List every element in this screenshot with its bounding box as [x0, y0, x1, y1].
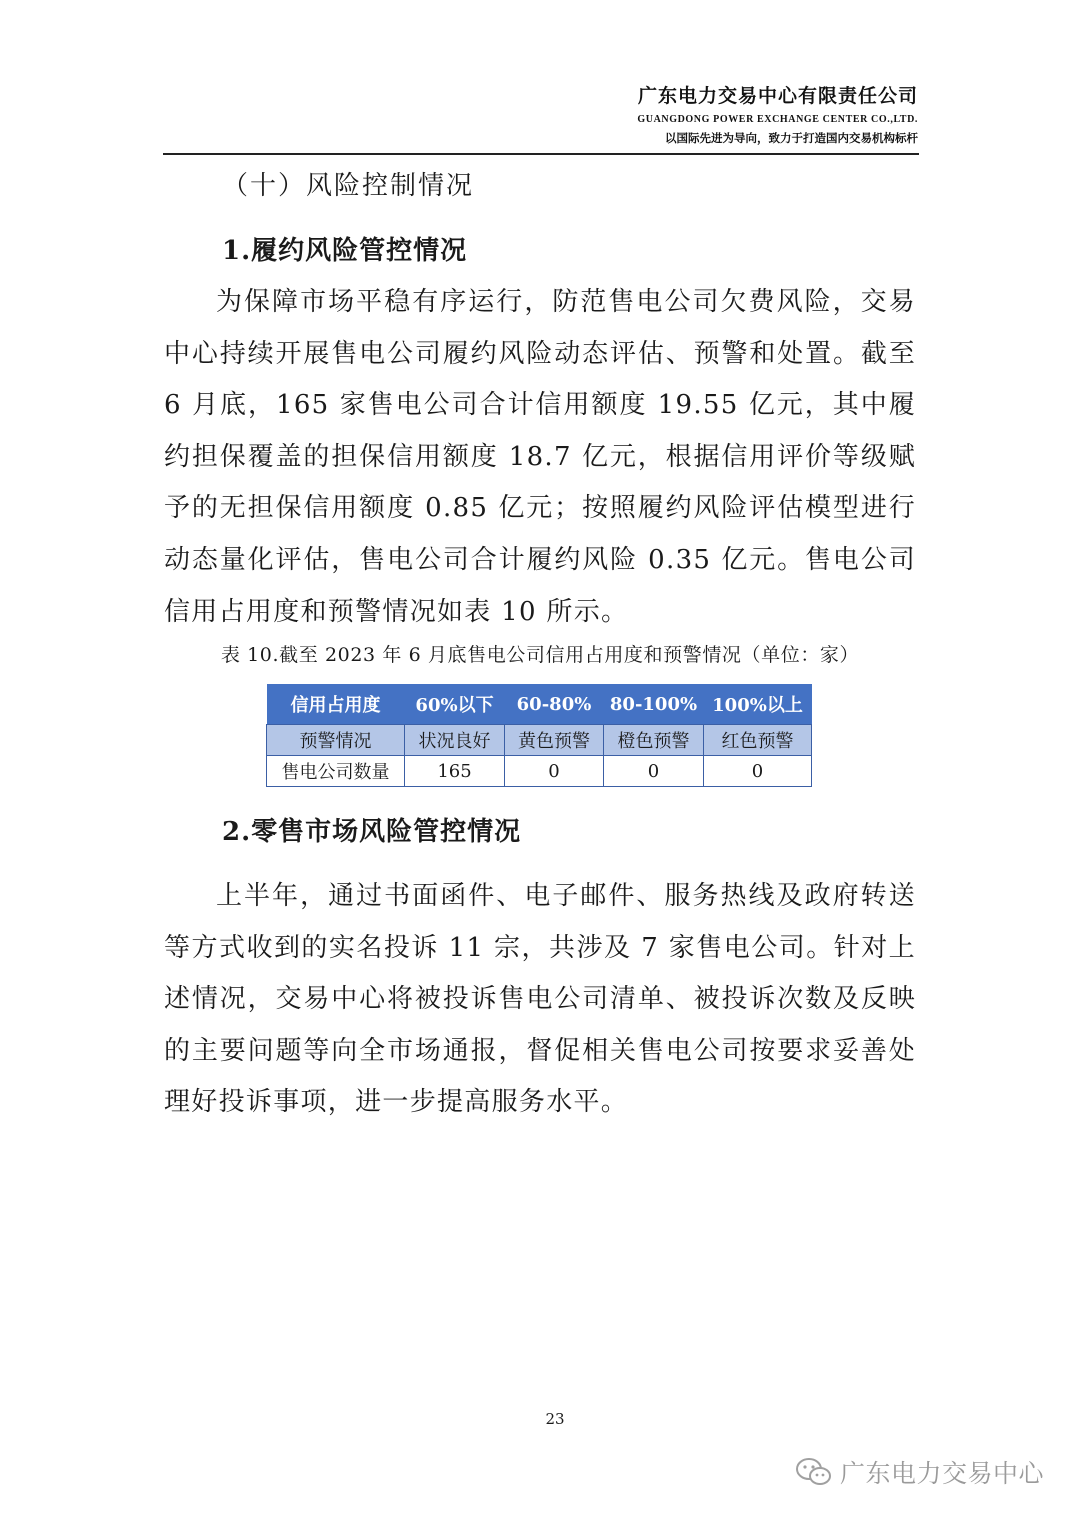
credit-warning-table: [266, 684, 812, 787]
table-cell: 预警情况: [267, 725, 405, 756]
subsection-title-1: 1.履约风险管控情况: [222, 236, 468, 266]
page-number: 23: [545, 1410, 565, 1428]
document-header: [637, 84, 918, 145]
table-header-cell: 60-80%: [505, 684, 604, 725]
table-cell: 橙色预警: [604, 725, 704, 756]
wechat-watermark: [794, 1454, 1044, 1490]
table-caption: 表 10.截至 2023 年 6 月底售电公司信用占用度和预警情况（单位：家）: [220, 644, 860, 666]
table-header-row: [267, 684, 812, 725]
watermark-text: 广东电力交易中心: [839, 1459, 1044, 1488]
table-header-cell: 100%以上: [704, 684, 812, 725]
table-cell: 红色预警: [704, 725, 812, 756]
table-header-cell: 信用占用度: [267, 684, 405, 725]
table-cell: 黄色预警: [505, 725, 604, 756]
section-title: （十）风险控制情况: [222, 171, 475, 201]
table-cell: 0: [505, 756, 604, 787]
subsection-title-2: 2.零售市场风险管控情况: [222, 817, 522, 847]
table-cell: 状况良好: [405, 725, 505, 756]
paragraph-1: 为保障市场平稳有序运行，防范售电公司欠费风险，交易中心持续开展售电公司履约风险动态评估、预警和处置。截至 6 月底，165 家售电公司合计信用额度 19.55 亿元，其中履约担保覆盖的担保信用额度 18.7 亿元，根据信用评价等级赋予的无担保信用额度 0.85 亿元；按照履约风险评估模型进行动态量化评估，售电公司合计履约风险 0.35 亿元。售电公司信用占用度和预警情况如表 10 所示。: [164, 287, 916, 627]
table-row-count: [267, 756, 812, 787]
paragraph-2: 上半年，通过书面函件、电子邮件、服务热线及政府转送等方式收到的实名投诉 11 宗，共涉及 7 家售电公司。针对上述情况，交易中心将被投诉售电公司清单、被投诉次数及反映的主要问题等向全市场通报，督促相关售电公司按要求妥善处理好投诉事项，进一步提高服务水平。: [164, 881, 916, 1118]
wechat-icon: [794, 1456, 834, 1488]
table-cell: 售电公司数量: [267, 756, 405, 787]
company-slogan: 以国际先进为导向，致力于打造国内交易机构标杆: [665, 131, 918, 145]
header-divider: [163, 153, 919, 155]
table-cell: 0: [704, 756, 812, 787]
table-header-cell: 60%以下: [405, 684, 505, 725]
company-name-en: GUANGDONG POWER EXCHANGE CENTER CO.,LTD.: [637, 114, 918, 125]
table-cell: 165: [405, 756, 505, 787]
company-name-cn: 广东电力交易中心有限责任公司: [637, 85, 918, 107]
table-header-cell: 80-100%: [604, 684, 704, 725]
table-row-warning: [267, 725, 812, 756]
table-cell: 0: [604, 756, 704, 787]
